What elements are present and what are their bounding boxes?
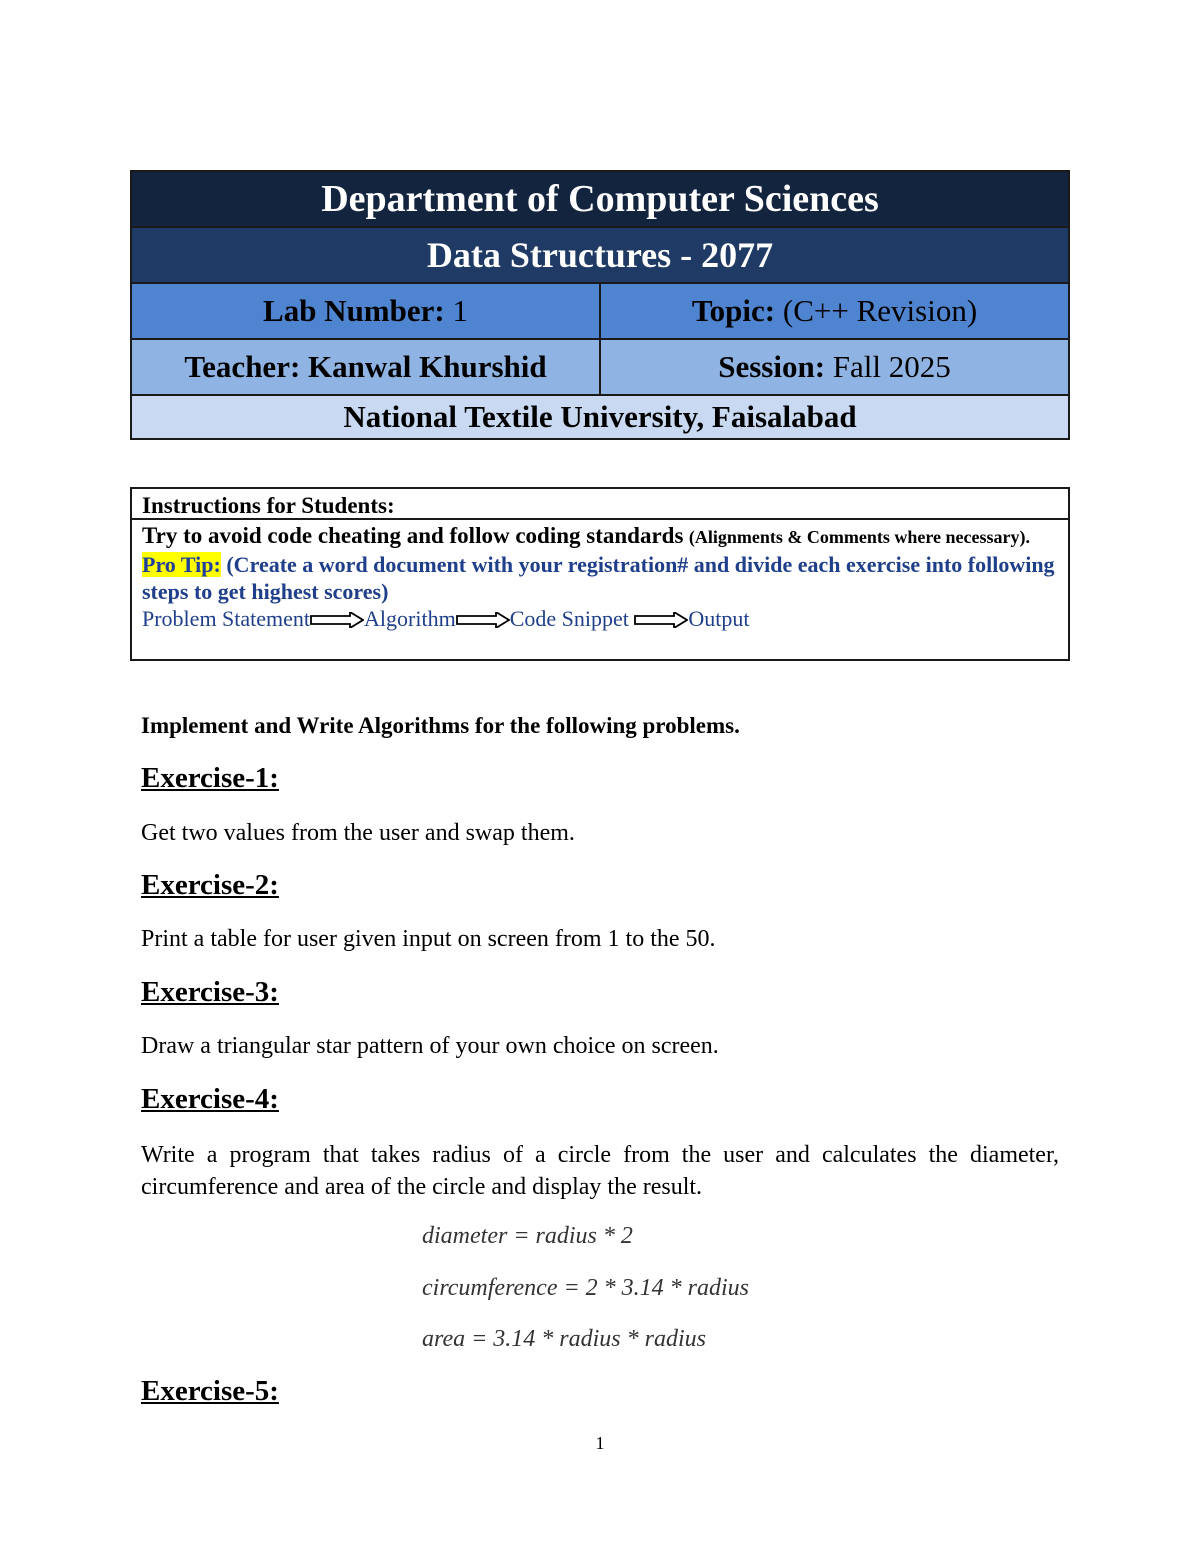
course-title: Data Structures - 2077 (131, 227, 1069, 283)
pro-tip-label: Pro Tip: (142, 552, 221, 577)
exercise-1-title: Exercise-1: (141, 762, 279, 794)
session-value: Fall 2025 (832, 349, 951, 384)
teacher-label: Teacher: (184, 349, 301, 384)
topic-cell (600, 283, 1069, 339)
teacher-value: Kanwal Khurshid (308, 349, 547, 384)
formula-circumference: circumference = 2 * 3.14 * radius (422, 1275, 750, 1301)
instructions-box (130, 487, 1070, 661)
right-arrow-icon (456, 612, 510, 628)
step-output: Output (688, 606, 750, 631)
exercise-2-title: Exercise-2: (141, 869, 279, 901)
session-cell (600, 339, 1069, 395)
exercise-3-text: Draw a triangular star pattern of your own choice on screen. (141, 1033, 719, 1059)
step-algorithm: Algorithm (364, 606, 456, 631)
lab-number-cell (131, 283, 600, 339)
exercise-3-title: Exercise-3: (141, 976, 279, 1008)
page-number: 1 (595, 1433, 605, 1453)
instructions-line-1 (142, 522, 1058, 551)
steps-line (142, 605, 1058, 632)
header-table (130, 170, 1070, 440)
teacher-cell (131, 339, 600, 395)
exercise-2-text: Print a table for user given input on screen from 1 to the 50. (141, 926, 716, 952)
topic-label: Topic: (691, 293, 776, 328)
step-code-snippet: Code Snippet (509, 606, 629, 631)
lab-number-value: 1 (452, 293, 468, 328)
intro-text: Implement and Write Algorithms for the following problems. (141, 713, 740, 738)
right-arrow-icon (634, 612, 688, 628)
topic-value: (C++ Revision) (782, 293, 978, 328)
pro-tip-line (142, 551, 1058, 605)
pro-tip-text: (Create a word document with your registration# and divide each exercise into following steps to get highest scores) (142, 552, 1055, 604)
exercise-1-text: Get two values from the user and swap them. (141, 820, 575, 846)
coding-standards-text: Try to avoid code cheating and follow coding standards (142, 523, 684, 548)
step-problem-statement: Problem Statement (142, 606, 311, 631)
coding-standards-note: (Alignments & Comments where necessary). (688, 527, 1031, 547)
exercise-5-title: Exercise-5: (141, 1375, 279, 1407)
formula-area: area = 3.14 * radius * radius (422, 1326, 706, 1352)
formula-diameter: diameter = radius * 2 (422, 1223, 633, 1249)
exercise-4-text: Write a program that takes radius of a circle from the user and calculates the diameter, circumference and area of the circle and display the result. (141, 1142, 1059, 1200)
university-name: National Textile University, Faisalabad (131, 395, 1069, 439)
session-label: Session: (718, 349, 826, 384)
instructions-body (132, 520, 1068, 632)
lab-number-label: Lab Number: (263, 293, 445, 328)
exercise-4-title: Exercise-4: (141, 1083, 279, 1115)
right-arrow-icon (310, 612, 364, 628)
instructions-title: Instructions for Students: (132, 489, 1068, 520)
department-title: Department of Computer Sciences (131, 171, 1069, 227)
